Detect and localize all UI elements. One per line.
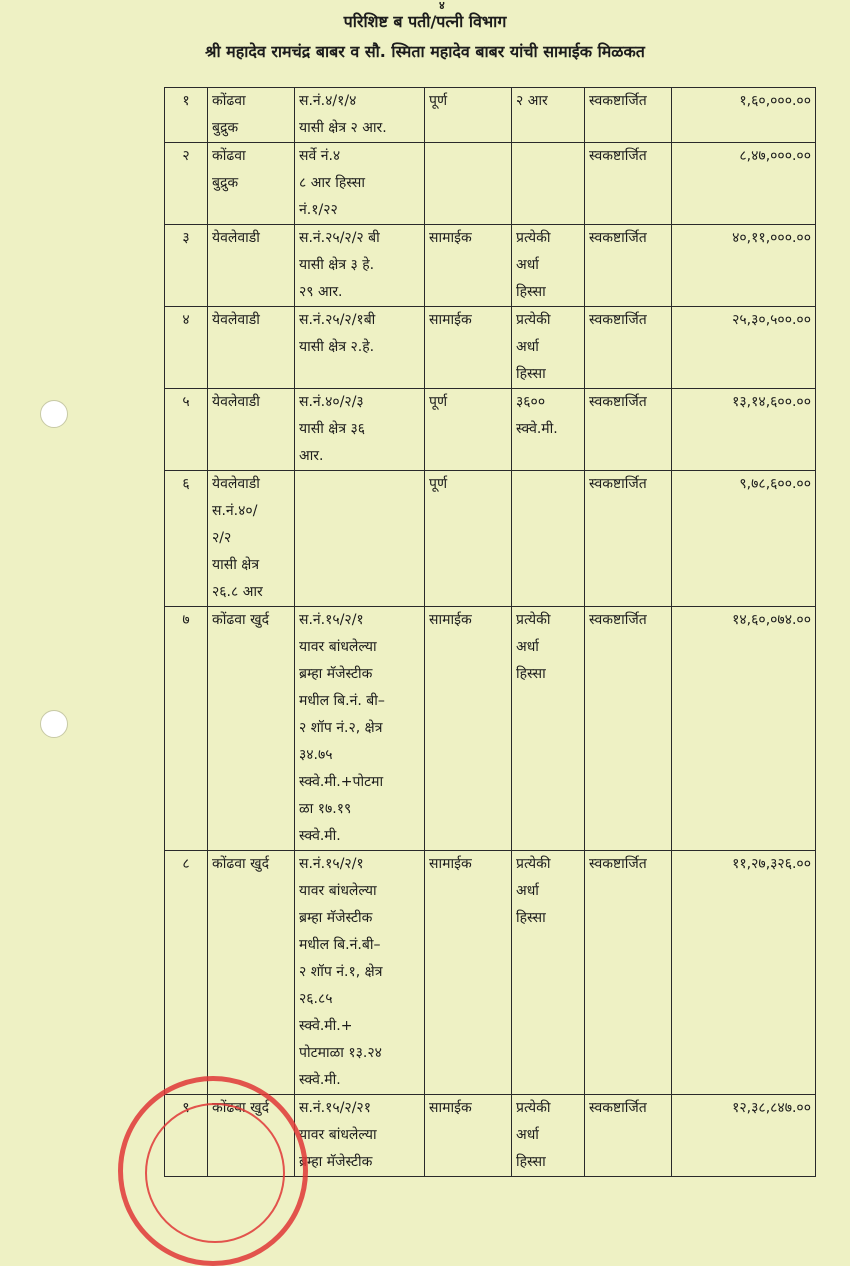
table-row (165, 471, 816, 607)
share-cell: प्रत्येकी अर्धा हिस्सा (512, 225, 585, 307)
value-cell: ८,४७,०००.०० (672, 143, 816, 225)
table-row (165, 143, 816, 225)
serial-cell: ६ (165, 471, 208, 607)
serial-cell: ३ (165, 225, 208, 307)
table-row (165, 607, 816, 851)
share-cell: प्रत्येकी अर्धा हिस्सा (512, 607, 585, 851)
acquisition-type-cell: स्वकष्टार्जित (585, 1095, 672, 1177)
punch-hole-bottom (40, 710, 68, 738)
ownership-cell: सामाईक (425, 307, 512, 389)
village-cell: कोंढवा खुर्द (208, 1095, 295, 1177)
value-cell: ९,७८,६००.०० (672, 471, 816, 607)
survey-cell: स.नं.४०/२/३ यासी क्षेत्र ३६ आर. (295, 389, 425, 471)
value-cell: ११,२७,३२६.०० (672, 851, 816, 1095)
survey-cell: स.नं.१५/२/१ यावर बांधलेल्या ब्रम्हा मॅजेस्टीक मधील बि.नं. बी– २ शॉप नं.२, क्षेत्र ३४.७५ स्क्वे.मी.+पोटमा ळा १७.१९ स्क्वे.मी. (295, 607, 425, 851)
village-cell: येवलेवाडी स.नं.४०/ २/२ यासी क्षेत्र २६.८ आर (208, 471, 295, 607)
table-row (165, 307, 816, 389)
ownership-cell: सामाईक (425, 851, 512, 1095)
value-cell: १३,१४,६००.०० (672, 389, 816, 471)
village-cell: येवलेवाडी (208, 307, 295, 389)
table-row (165, 389, 816, 471)
table-row (165, 851, 816, 1095)
ownership-cell: पूर्ण (425, 389, 512, 471)
village-cell: कोंढवा बुद्रुक (208, 88, 295, 143)
serial-cell: १ (165, 88, 208, 143)
acquisition-type-cell: स्वकष्टार्जित (585, 471, 672, 607)
survey-cell: स.नं.१५/२/२१ यावर बांधलेल्या ब्रम्हा मॅजेस्टीक (295, 1095, 425, 1177)
acquisition-type-cell: स्वकष्टार्जित (585, 143, 672, 225)
acquisition-type-cell: स्वकष्टार्जित (585, 88, 672, 143)
serial-cell: ९ (165, 1095, 208, 1177)
acquisition-type-cell: स्वकष्टार्जित (585, 307, 672, 389)
survey-cell: सर्वे नं.४ ८ आर हिस्सा नं.१/२२ (295, 143, 425, 225)
value-cell: १,६०,०००.०० (672, 88, 816, 143)
value-cell: ४०,११,०००.०० (672, 225, 816, 307)
document-title: परिशिष्ट ब पती/पत्नी विभाग (343, 12, 507, 31)
village-cell: येवलेवाडी (208, 389, 295, 471)
serial-cell: ५ (165, 389, 208, 471)
village-cell: कोंढवा बुद्रुक (208, 143, 295, 225)
serial-cell: २ (165, 143, 208, 225)
acquisition-type-cell: स्वकष्टार्जित (585, 851, 672, 1095)
serial-cell: ७ (165, 607, 208, 851)
share-cell: प्रत्येकी अर्धा हिस्सा (512, 851, 585, 1095)
notary-seal-inner-ring (145, 1103, 285, 1243)
ownership-cell: पूर्ण (425, 471, 512, 607)
value-cell: २५,३०,५००.०० (672, 307, 816, 389)
share-cell (512, 143, 585, 225)
acquisition-type-cell: स्वकष्टार्जित (585, 225, 672, 307)
ownership-cell: सामाईक (425, 1095, 512, 1177)
share-cell (512, 471, 585, 607)
share-cell: ३६०० स्क्वे.मी. (512, 389, 585, 471)
ownership-cell: सामाईक (425, 225, 512, 307)
survey-cell: स.नं.२५/२/२ बी यासी क्षेत्र ३ हे. २९ आर. (295, 225, 425, 307)
ownership-cell: पूर्ण (425, 88, 512, 143)
table-row (165, 88, 816, 143)
serial-cell: ४ (165, 307, 208, 389)
serial-cell: ८ (165, 851, 208, 1095)
share-cell: प्रत्येकी अर्धा हिस्सा (512, 1095, 585, 1177)
survey-cell: स.नं.४/१/४ यासी क्षेत्र २ आर. (295, 88, 425, 143)
ownership-cell: सामाईक (425, 607, 512, 851)
table-row (165, 225, 816, 307)
value-cell: १४,६०,०७४.०० (672, 607, 816, 851)
notary-seal (118, 1076, 308, 1266)
village-cell: कोंढवा खुर्द (208, 607, 295, 851)
handwritten-annotation: ४ (439, 0, 445, 12)
survey-cell: स.नं.१५/२/१ यावर बांधलेल्या ब्रम्हा मॅजेस्टीक मधील बि.नं.बी– २ शॉप नं.१, क्षेत्र २६.८५ स्क्वे.मी.+ पोटमाळा १३.२४ स्क्वे.मी. (295, 851, 425, 1095)
village-cell: कोंढवा खुर्द (208, 851, 295, 1095)
ownership-cell (425, 143, 512, 225)
punch-hole-top (40, 400, 68, 428)
village-cell: येवलेवाडी (208, 225, 295, 307)
share-cell: २ आर (512, 88, 585, 143)
share-cell: प्रत्येकी अर्धा हिस्सा (512, 307, 585, 389)
acquisition-type-cell: स्वकष्टार्जित (585, 607, 672, 851)
acquisition-type-cell: स्वकष्टार्जित (585, 389, 672, 471)
property-table (164, 87, 816, 1177)
document-subtitle: श्री महादेव रामचंद्र बाबर व सौ. स्मिता महादेव बाबर यांची सामाईक मिळकत (205, 42, 645, 61)
survey-cell (295, 471, 425, 607)
value-cell: १२,३८,८४७.०० (672, 1095, 816, 1177)
survey-cell: स.नं.२५/२/१बी यासी क्षेत्र २.हे. (295, 307, 425, 389)
